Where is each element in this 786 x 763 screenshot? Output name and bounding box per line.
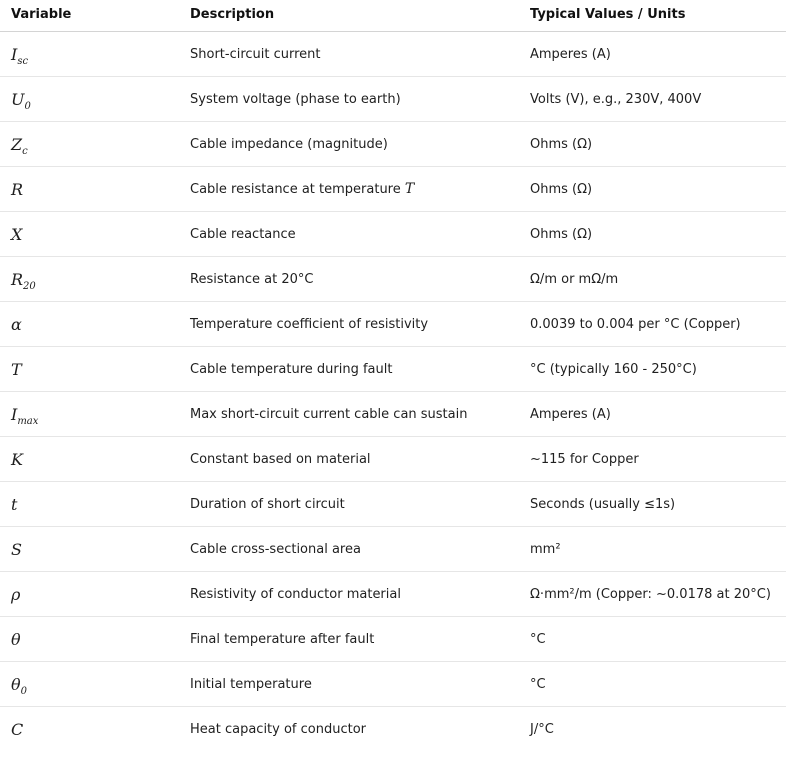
description-text: Cable temperature during fault xyxy=(190,361,393,377)
table-row xyxy=(0,572,786,617)
variable-subscript: sc xyxy=(17,55,29,67)
variable-cell xyxy=(0,32,190,77)
units-cell: Ohms (Ω) xyxy=(530,122,786,167)
description-cell xyxy=(190,32,530,77)
table-row xyxy=(0,707,786,752)
variable-cell xyxy=(0,347,190,392)
units-cell: Amperes (A) xyxy=(530,392,786,437)
variable-symbol: ρ xyxy=(11,584,21,604)
description-cell xyxy=(190,167,530,212)
description-text: Cable cross-sectional area xyxy=(190,541,361,557)
description-text: System voltage (phase to earth) xyxy=(190,91,401,107)
variable-cell xyxy=(0,392,190,437)
units-cell: mm² xyxy=(530,527,786,572)
variable-symbol: I xyxy=(11,44,18,64)
variable-subscript: max xyxy=(17,415,39,427)
variable-symbol: α xyxy=(11,314,22,334)
description-text: Final temperature after fault xyxy=(190,631,375,647)
table-body xyxy=(0,32,786,752)
description-text: Max short-circuit current cable can sustain xyxy=(190,406,468,422)
description-cell xyxy=(190,707,530,752)
description-cell xyxy=(190,437,530,482)
variable-subscript: 0 xyxy=(20,685,28,697)
variable-cell xyxy=(0,707,190,752)
header-row xyxy=(0,0,786,32)
table-row xyxy=(0,122,786,167)
description-cell xyxy=(190,302,530,347)
description-text: Short-circuit current xyxy=(190,46,321,62)
variable-cell xyxy=(0,302,190,347)
variable-symbol: I xyxy=(11,404,18,424)
description-cell xyxy=(190,482,530,527)
variable-symbol: θ xyxy=(11,629,21,649)
header-units: Typical Values / Units xyxy=(530,0,786,32)
description-cell xyxy=(190,572,530,617)
table-row xyxy=(0,617,786,662)
description-cell xyxy=(190,347,530,392)
description-text: Initial temperature xyxy=(190,676,312,692)
variable-cell xyxy=(0,662,190,707)
units-cell: 0.0039 to 0.004 per °C (Copper) xyxy=(530,302,786,347)
description-cell xyxy=(190,257,530,302)
variable-cell xyxy=(0,617,190,662)
variable-symbol: C xyxy=(11,719,24,739)
units-cell: °C xyxy=(530,617,786,662)
description-text: Constant based on material xyxy=(190,451,371,467)
units-cell: Ohms (Ω) xyxy=(530,212,786,257)
description-text: Duration of short circuit xyxy=(190,496,345,512)
variable-symbol: θ xyxy=(11,674,21,694)
units-cell: Amperes (A) xyxy=(530,32,786,77)
variable-symbol: R xyxy=(11,179,24,199)
variable-symbol: X xyxy=(11,224,23,244)
variable-subscript: c xyxy=(22,145,28,157)
variable-cell xyxy=(0,527,190,572)
units-cell: °C xyxy=(530,662,786,707)
variable-cell xyxy=(0,482,190,527)
table-row xyxy=(0,167,786,212)
description-text: Resistivity of conductor material xyxy=(190,586,401,602)
variable-symbol: U xyxy=(11,89,25,109)
table-row xyxy=(0,32,786,77)
header-variable: Variable xyxy=(0,0,190,32)
header-description: Description xyxy=(190,0,530,32)
units-cell: Ω/m or mΩ/m xyxy=(530,257,786,302)
units-cell: Ohms (Ω) xyxy=(530,167,786,212)
description-text: Temperature coefficient of resistivity xyxy=(190,316,429,332)
table-row xyxy=(0,392,786,437)
description-cell xyxy=(190,617,530,662)
variable-cell xyxy=(0,167,190,212)
table-row xyxy=(0,302,786,347)
variable-symbol: K xyxy=(11,449,23,469)
description-cell xyxy=(190,212,530,257)
table-row xyxy=(0,257,786,302)
variable-cell xyxy=(0,77,190,122)
description-text: Cable reactance xyxy=(190,226,296,242)
table-row xyxy=(0,662,786,707)
variable-cell xyxy=(0,572,190,617)
table-row xyxy=(0,527,786,572)
variable-subscript: 20 xyxy=(23,280,36,292)
table-row xyxy=(0,347,786,392)
description-cell xyxy=(190,122,530,167)
table-row xyxy=(0,437,786,482)
table-row xyxy=(0,77,786,122)
table-row xyxy=(0,482,786,527)
description-cell xyxy=(190,527,530,572)
description-cell xyxy=(190,662,530,707)
description-symbol: T xyxy=(404,181,415,197)
description-text: Heat capacity of conductor xyxy=(190,721,367,737)
units-cell: J/°C xyxy=(530,721,554,737)
variable-subscript: 0 xyxy=(24,100,31,112)
variable-cell xyxy=(0,437,190,482)
description-cell xyxy=(190,392,530,437)
description-text: Cable resistance at temperature xyxy=(190,182,401,197)
variable-symbol: S xyxy=(11,539,22,559)
description-text: Resistance at 20°C xyxy=(190,271,314,287)
variable-symbol: Z xyxy=(11,134,23,154)
units-cell: °C (typically 160 - 250°C) xyxy=(530,347,786,392)
units-cell: ~115 for Copper xyxy=(530,437,786,482)
variable-symbol: T xyxy=(11,359,22,379)
table-row xyxy=(0,212,786,257)
description-text: Cable impedance (magnitude) xyxy=(190,136,388,152)
variable-symbol: t xyxy=(11,494,18,514)
variable-cell xyxy=(0,257,190,302)
units-cell: Seconds (usually ≤1s) xyxy=(530,482,786,527)
variable-cell xyxy=(0,212,190,257)
variable-cell xyxy=(0,122,190,167)
units-cell: Ω·mm²/m (Copper: ~0.0178 at 20°C) xyxy=(530,572,786,617)
units-cell: Volts (V), e.g., 230V, 400V xyxy=(530,77,786,122)
variable-symbol: R xyxy=(11,269,24,289)
description-cell xyxy=(190,77,530,122)
